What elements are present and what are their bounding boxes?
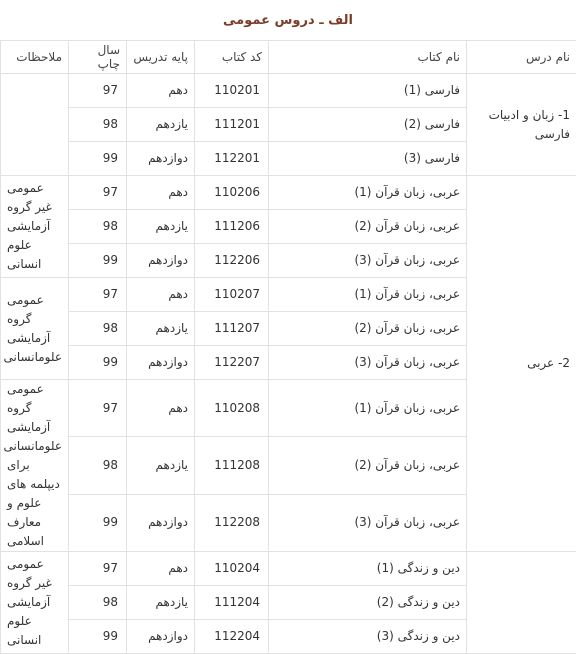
grade: یازدهم — [127, 437, 195, 494]
book-name: عربی، زبان قرآن (3) — [269, 494, 467, 551]
table-row — [1, 74, 576, 108]
book-code: 111208 — [195, 437, 269, 494]
grade: یازدهم — [127, 210, 195, 244]
print-year: 97 — [69, 74, 127, 108]
grade: دوازدهم — [127, 620, 195, 654]
book-name: عربی، زبان قرآن (2) — [269, 210, 467, 244]
print-year: 98 — [69, 312, 127, 346]
col-year-header: سال چاپ — [69, 41, 127, 74]
book-name: عربی، زبان قرآن (2) — [269, 437, 467, 494]
book-name: فارسی (3) — [269, 142, 467, 176]
book-code: 112201 — [195, 142, 269, 176]
grade: دوازدهم — [127, 244, 195, 278]
grade: دوازدهم — [127, 142, 195, 176]
grade: دهم — [127, 380, 195, 437]
grade: دهم — [127, 278, 195, 312]
grade: دوازدهم — [127, 346, 195, 380]
grade: دهم — [127, 74, 195, 108]
book-code: 112206 — [195, 244, 269, 278]
book-name: عربی، زبان قرآن (1) — [269, 176, 467, 210]
col-course-header: نام درس — [467, 41, 576, 74]
book-code: 112204 — [195, 620, 269, 654]
print-year: 99 — [69, 244, 127, 278]
book-code: 110206 — [195, 176, 269, 210]
grade: دهم — [127, 176, 195, 210]
print-year: 98 — [69, 586, 127, 620]
col-book-header: نام کتاب — [269, 41, 467, 74]
notes-empty — [1, 74, 69, 176]
book-name: عربی، زبان قرآن (3) — [269, 244, 467, 278]
course-name-empty — [467, 552, 576, 654]
book-code: 110204 — [195, 552, 269, 586]
notes-group1: عمومی غیر گروه آزمایشی علوم انسانی — [1, 176, 69, 278]
print-year: 98 — [69, 108, 127, 142]
book-name: دین و زندگی (3) — [269, 620, 467, 654]
book-name: عربی، زبان قرآن (1) — [269, 380, 467, 437]
grade: یازدهم — [127, 586, 195, 620]
notes-group3: عمومی گروه آزمایشی علومانسانی برای دیپلمه های علوم و معارف اسلامی — [1, 380, 69, 552]
book-name: دین و زندگی (2) — [269, 586, 467, 620]
section-title: الف ـ دروس عمومی — [0, 0, 576, 40]
book-code: 112208 — [195, 494, 269, 551]
table-row — [1, 176, 576, 210]
print-year: 98 — [69, 210, 127, 244]
book-name: دین و زندگی (1) — [269, 552, 467, 586]
col-grade-header: پایه تدریس — [127, 41, 195, 74]
col-code-header: کد کتاب — [195, 41, 269, 74]
print-year: 99 — [69, 620, 127, 654]
print-year: 99 — [69, 142, 127, 176]
book-code: 111201 — [195, 108, 269, 142]
book-name: فارسی (2) — [269, 108, 467, 142]
book-code: 111207 — [195, 312, 269, 346]
grade: دوازدهم — [127, 494, 195, 551]
book-code: 111204 — [195, 586, 269, 620]
header-row — [1, 41, 576, 74]
book-code: 110201 — [195, 74, 269, 108]
book-name: عربی، زبان قرآن (2) — [269, 312, 467, 346]
book-code: 110208 — [195, 380, 269, 437]
grade: یازدهم — [127, 108, 195, 142]
table-row — [1, 552, 576, 586]
book-name: فارسی (1) — [269, 74, 467, 108]
print-year: 97 — [69, 380, 127, 437]
print-year: 98 — [69, 437, 127, 494]
book-code: 112207 — [195, 346, 269, 380]
book-code: 111206 — [195, 210, 269, 244]
books-table — [0, 40, 576, 654]
notes-group2: عمومی گروه آزمایشی علومانسانی — [1, 278, 69, 380]
grade: یازدهم — [127, 312, 195, 346]
book-code: 110207 — [195, 278, 269, 312]
col-notes-header: ملاحظات — [1, 41, 69, 74]
course-name-persian: 1- زبان و ادبیات فارسی — [467, 74, 576, 176]
grade: دهم — [127, 552, 195, 586]
book-name: عربی، زبان قرآن (1) — [269, 278, 467, 312]
book-name: عربی، زبان قرآن (3) — [269, 346, 467, 380]
course-name-arabic: 2- عربی — [467, 176, 576, 552]
print-year: 97 — [69, 176, 127, 210]
print-year: 97 — [69, 278, 127, 312]
print-year: 99 — [69, 494, 127, 551]
notes-group4: عمومی غیر گروه آزمایشی علوم انسانی — [1, 552, 69, 654]
print-year: 97 — [69, 552, 127, 586]
print-year: 99 — [69, 346, 127, 380]
